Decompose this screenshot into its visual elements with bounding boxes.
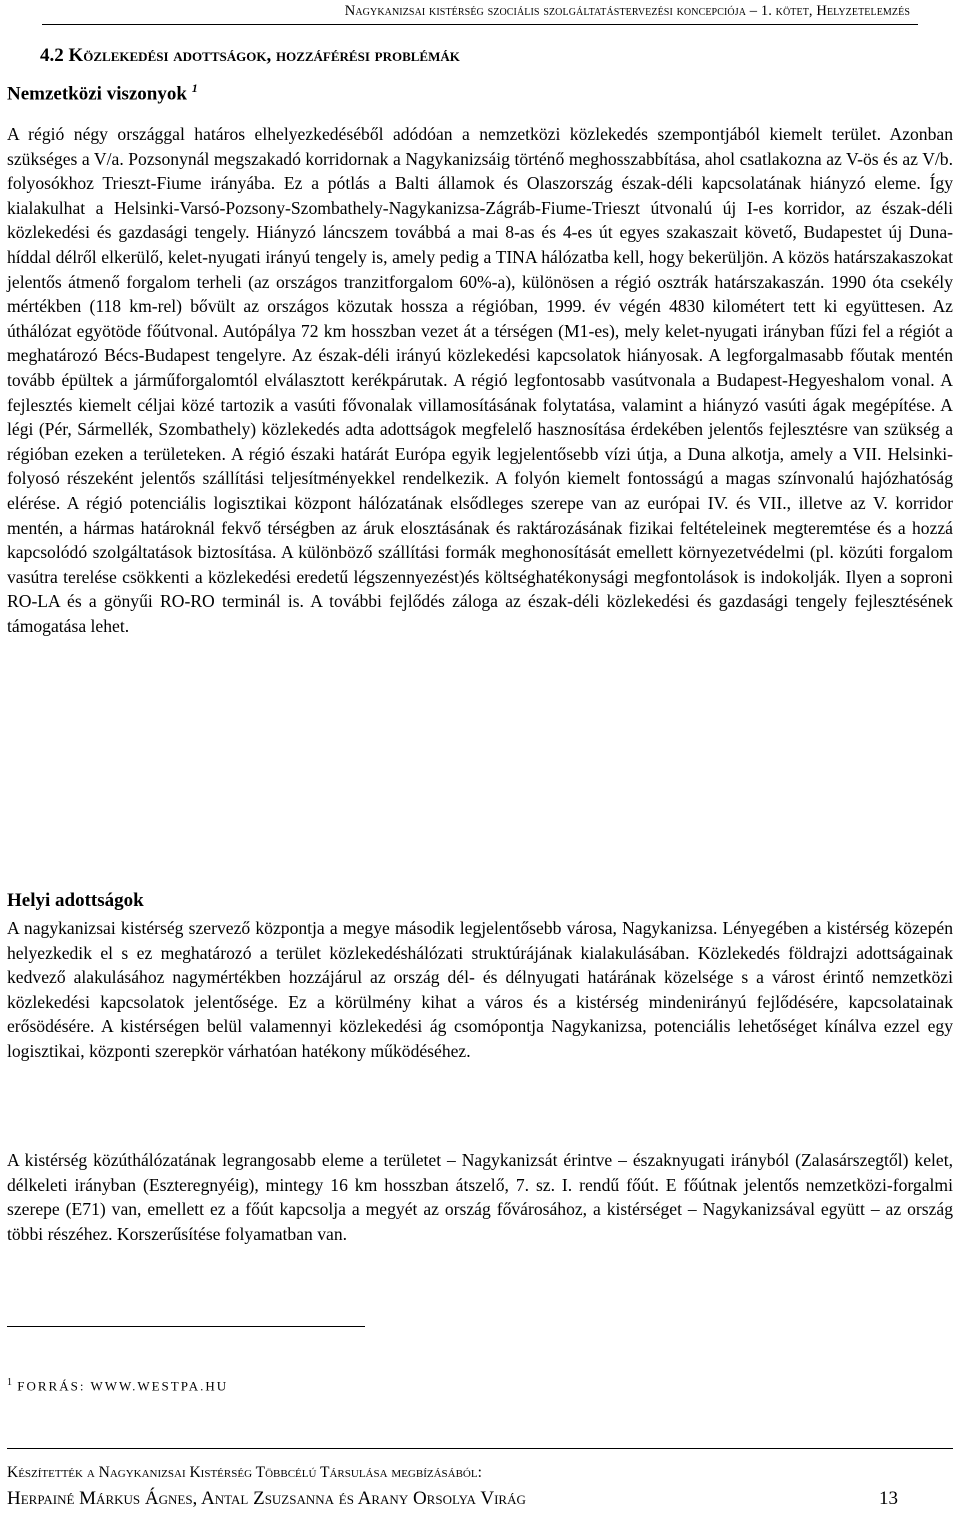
page-number: 13 xyxy=(879,1488,898,1509)
footnote-reference: 1 xyxy=(191,81,198,95)
running-header xyxy=(0,0,960,26)
paragraph-local-2: A kistérség közúthálózatának legrangosabb eleme a területet – Nagykanizsát érintve – északnyugati irányból (Zalasárszegtől) kelet, délkeleti irányban (Eszteregnyéig), mintegy 16 km hosszban átszelő, 7. sz. I. rendű főút. E főútnak jelentős nemzetközi-forgalmi szerepe (E71) van, emellett ez a főút kapcsolja a megyét az ország fővárosához, a kistérséget – Nagykanizsával együtt – az ország többi részéhez. Korszerűsítése folyamatban van. xyxy=(7,1150,953,1244)
running-header-title: Nagykanizsai kistérség szociális szolgáltatástervezési koncepciója – 1. kötet, Helyzetelemzés xyxy=(344,3,910,19)
footnote-number: 1 xyxy=(7,1377,12,1388)
footer-authors: Herpainé Márkus Ágnes, Antal Zsuzsanna és Arany Orsolya Virág xyxy=(7,1488,526,1509)
footnote xyxy=(7,1377,228,1394)
header-rule xyxy=(42,24,918,25)
footer-commission: Készítették a Nagykanizsai Kistérség Többcélú Társulása megbízásából: xyxy=(7,1464,482,1481)
footer-rule xyxy=(7,1448,953,1449)
section-title: 4.2 Közlekedési adottságok, hozzáférési problémák xyxy=(40,45,460,66)
paragraph-international: A régió négy országgal határos elhelyezkedéséből adódóan a nemzetközi közlekedés szempontjából kiemelt terület. Azonban szükséges a V/a. Pozsonynál megszakadó korridornak a Nagykanizsáig történő meghosszabbítása, ahol csatlakozna az V-ös és az V/b. folyosókhoz Trieszt-Fiume irányába. Ez a pótlás a Balti államok és Olaszország észak-déli kapcsolatának hiányzó eleme. Így kialakulhat a Helsinki-Varsó-Pozsony-Szombathely-Nagykanizsa-Zágráb-Fiume-Trieszt útvonalú új I-es korridor, az észak-déli közlekedési és gazdasági tengely. Hiányzó láncszem továbbá a mai 8-as és 4-es út egyes szakaszait követő, Budapestet új Duna-híddal délről elkerülő, kelet-nyugati irányú tengely is, amely pedig a TINA hálózatba kell, hogy bekerüljön. A közös határszakaszokat jelentős átmenő forgalom terheli (az országos tranzitforgalom 60%-a), különösen a régió osztrák határszakaszán. 1990 óta csekély mértékben (118 km-rel) bővült az országos közutak hossza a régióban, 1999. év végén 4830 kilométert tett ki együttesen. Az úthálózat egyötöde főútvonal. Autópálya 72 km hosszban vezet át a térségen (M1-es), mely kelet-nyugati irányban fűzi fel a régiót a meghatározó Bécs-Budapest tengelyre. Az észak-déli irányú közlekedési kapcsolatok hiányosak. A legforgalmasabb főutak mentén tovább épültek a járműforgalomtól elválasztott kerékpárutak. A régió legfontosabb vasútvonala a Budapest-Hegyeshalom vonal. A fejlesztés kiemelt céljai közé tartozik a vasúti fővonalak villamosításának folytatása, valamint a hiányzó vasúti ágak megépítése. A légi (Pér, Sármellék, Szombathely) közlekedés adta adottságok megfelelő hasznosítása érdekében jelentős fejlesztésre van szükség a régióban ezeken a területeken. A régió északi határát Európa egyik legjelentősebb vízi útja, a Duna alkotja, amely a VII. Helsinki-folyosó részeként jelentős szállítási teljesítményekkel rendelkezik. A folyón kiemelt fontosságú a magas színvonalú hajózhatóság elérése. A régió potenciális logisztikai központ hálózatának elsődleges szerepe van az európai IV. és VII., illetve az V. korridor mentén, a hármas határoknál fekvő térségben az áruk elosztásának és raktározásának fizikai feltételeinek megteremtése és a hozzá kapcsolódó szolgáltatások biztosítása. A különböző szállítási formák meghonosítását emellett környezetvédelmi (pl. közúti forgalom vasútra terelése csökkenti a közlekedési eredetű légszennyezést)és költséghatékonysági megfontolások is indokolják. Ilyen a soproni RO-LA és a gönyűi RO-RO terminál is. A további fejlődés záloga az észak-déli közlekedési és gazdasági tengely fejlesztésének támogatása lehet. xyxy=(7,124,953,636)
footnote-text: FORRÁS: WWW.WESTPA.HU xyxy=(17,1378,229,1394)
subsection-heading-text: Nemzetközi viszonyok xyxy=(7,83,187,105)
subsection-heading-international xyxy=(7,81,198,105)
footnote-separator xyxy=(7,1326,365,1327)
subsection-heading-local: Helyi adottságok xyxy=(7,890,144,911)
paragraph-local-1: A nagykanizsai kistérség szervező központja a megye második legjelentősebb városa, Nagykanizsa. Lényegében a kistérség közepén helyezkedik el s ez meghatározó a terület közlekedéshálózati struktúrájának kialakulásában. Közlekedés földrajzi adottságainak kedvező alakulásához nagymértékben hozzájárul az ország dél- és délnyugati határának közelsége s a várost érintő nemzetközi közlekedési kapcsolatok jelentősége. Ez a körülmény kihat a város és a kistérség mindenirányú fejlődésére, kapcsolatainak erősödésére. A kistérségen belül valamennyi közlekedési ág csomópontja Nagykanizsa, potenciális lehetőséget kínálva ezzel egy logisztikai, központi szerepkör várhatóan hatékony működéséhez. xyxy=(7,918,953,1061)
